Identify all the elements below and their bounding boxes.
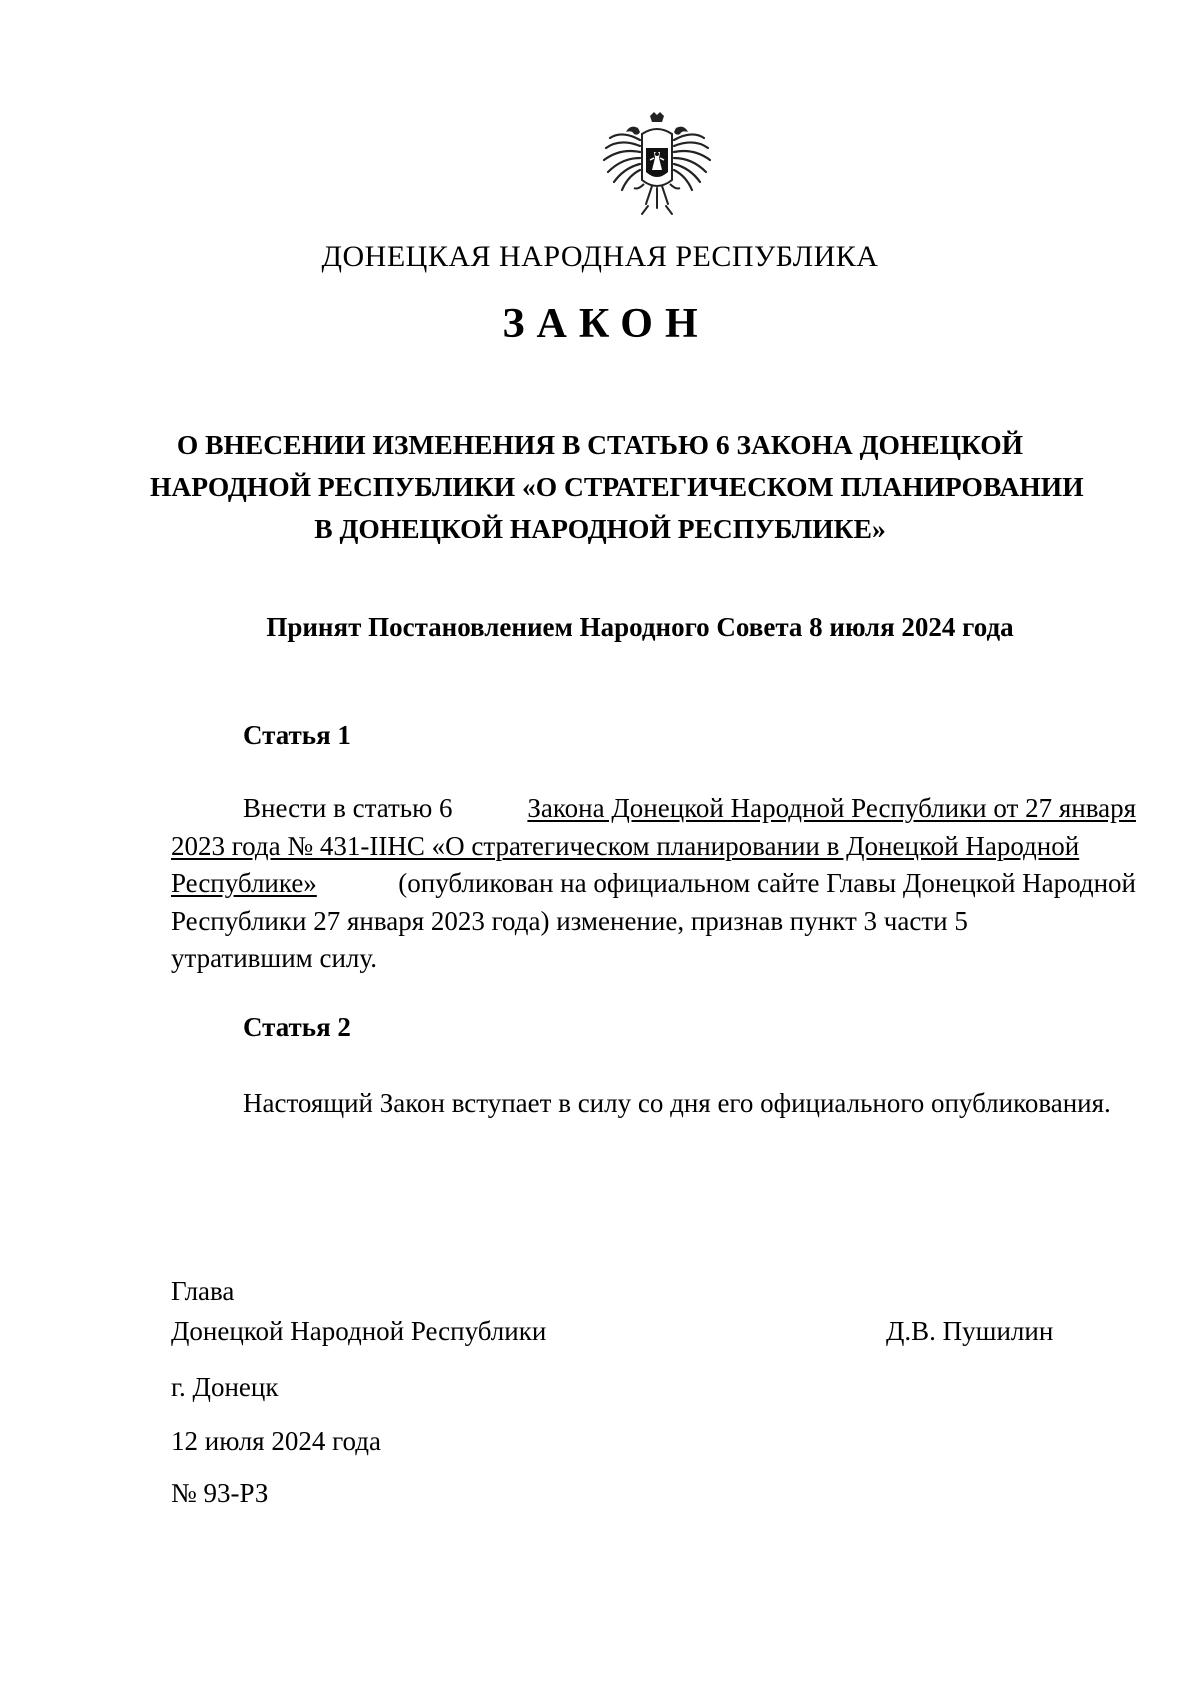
- signatory-title-org: Донецкой Народной Республики: [171, 1316, 547, 1346]
- article-2-body: Настоящий Закон вступает в силу со дня его официального опубликования.: [243, 1088, 1111, 1118]
- article-2-heading: Статья 2: [243, 1012, 351, 1042]
- law-title-line: О ВНЕСЕНИИ ИЗМЕНЕНИЯ В СТАТЬЮ 6 ЗАКОНА ДОНЕЦКОЙ: [176, 429, 1024, 460]
- signatory-title: Глава: [171, 1276, 235, 1306]
- adoption-note: Принят Постановлением Народного Совета 8 июля 2024 года: [266, 612, 1014, 642]
- article-1-line: [171, 865, 1136, 903]
- article-1-line: [171, 940, 1136, 978]
- article-1-heading: Статья 1: [243, 720, 351, 750]
- law-reference-link[interactable]: 2023 года № 431-IIНС «О стратегическом планировании в Донецкой Народной: [171, 830, 1080, 861]
- article-1-text: Внести в статью 6: [243, 793, 453, 823]
- document-type: ЗАКОН: [502, 301, 710, 347]
- law-title-line: НАРОДНОЙ РЕСПУБЛИКИ «О СТРАТЕГИЧЕСКОМ ПЛАНИРОВАНИИ: [150, 471, 1084, 502]
- article-1-text: (опубликован на официальном сайте Главы Донецкой Народной: [398, 868, 1136, 898]
- article-1-line: [171, 828, 1136, 866]
- signing-city: г. Донецк: [171, 1372, 279, 1402]
- article-1-line: [171, 790, 1136, 828]
- law-reference-link[interactable]: Республике»: [171, 868, 317, 898]
- signing-date: 12 июля 2024 года: [171, 1426, 381, 1456]
- article-1-body: [171, 790, 1136, 978]
- signatory-name: Д.В. Пушилин: [886, 1316, 1054, 1346]
- law-number: № 93-РЗ: [171, 1478, 269, 1508]
- law-title: [150, 424, 1084, 550]
- law-title-line: В ДОНЕЦКОЙ НАРОДНОЙ РЕСПУБЛИКЕ»: [314, 513, 886, 544]
- article-1-text: утратившим силу.: [171, 943, 377, 973]
- republic-name: ДОНЕЦКАЯ НАРОДНАЯ РЕСПУБЛИКА: [321, 240, 879, 273]
- law-reference-link[interactable]: Закона Донецкой Народной Республики от 27 января: [527, 793, 1136, 823]
- dpr-coat-of-arms-icon: [594, 110, 720, 236]
- article-1-line: [171, 903, 1136, 941]
- article-1-text: Республики 27 января 2023 года) изменение, признав пункт 3 части 5: [171, 905, 968, 936]
